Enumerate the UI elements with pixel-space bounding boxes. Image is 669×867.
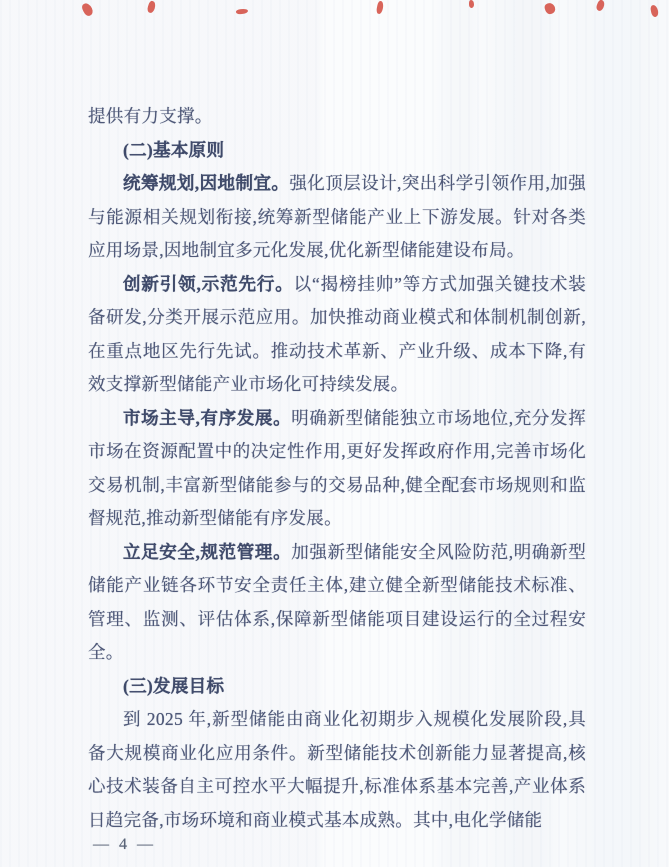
red-scan-mark bbox=[81, 2, 95, 18]
body-text: 到 2025 年,新型储能由商业化初期步入规模化发展阶段,具备大规模商业化应用条件。新型储能技术创新能力显著提高,核心技术装备自主可控水平大幅提升,标准体系基本完善,产业体系日趋完备,市场环境和商业模式基本成熟。其中,电化学储能 bbox=[88, 709, 586, 830]
paragraph bbox=[88, 100, 586, 134]
paragraph bbox=[88, 268, 586, 402]
lead-in-text: 市场主导,有序发展。 bbox=[123, 407, 292, 428]
section-heading bbox=[88, 670, 586, 704]
red-scan-mark bbox=[146, 0, 156, 14]
body-text: 提供有力支撑。 bbox=[88, 106, 213, 126]
body-text: 强化顶层设计,突出科学引领作用,加强与能源相关规划衔接,统筹新型储能产业上下游发展。针对各类应用场景,因地制宜多元化发展,优化新型储能建设布局。 bbox=[88, 173, 587, 260]
document-body bbox=[88, 100, 586, 837]
lead-in-text: 统筹规划,因地制宜。 bbox=[123, 173, 290, 193]
red-scan-mark bbox=[469, 0, 474, 8]
red-scan-mark bbox=[236, 8, 249, 15]
heading-text: (三)发展目标 bbox=[123, 675, 225, 696]
paragraph bbox=[88, 536, 586, 670]
red-scan-mark bbox=[376, 1, 385, 15]
paragraph bbox=[88, 703, 586, 837]
body-text: 加强新型储能安全风险防范,明确新型储能产业链各环节安全责任主体,建立健全新型储能技术标准、管理、监测、评估体系,保障新型储能项目建设运行的全过程安全。 bbox=[88, 541, 586, 662]
paragraph bbox=[88, 167, 586, 268]
body-text: 明确新型储能独立市场地位,充分发挥市场在资源配置中的决定性作用,更好发挥政府作用,完善市场化交易机制,丰富新型储能参与的交易品种,健全配套市场规则和监督规范,推动新型储能有序发展。 bbox=[88, 407, 586, 528]
page-number: — 4 — bbox=[93, 836, 156, 853]
lead-in-text: 创新引领,示范先行。 bbox=[123, 273, 294, 294]
paragraph bbox=[88, 402, 586, 536]
red-scan-mark bbox=[650, 4, 659, 17]
heading-text: (二)基本原则 bbox=[123, 139, 225, 160]
section-heading bbox=[88, 134, 586, 168]
red-scan-mark bbox=[544, 2, 557, 16]
body-text: 以“揭榜挂帅”等方式加强关键技术装备研发,分类开展示范应用。加快推动商业模式和体制机制创新,在重点地区先行先试。推动技术革新、产业升级、成本下降,有效支撑新型储能产业市场化可持续发展。 bbox=[88, 273, 586, 394]
red-scan-mark bbox=[595, 0, 606, 12]
lead-in-text: 立足安全,规范管理。 bbox=[123, 541, 292, 562]
